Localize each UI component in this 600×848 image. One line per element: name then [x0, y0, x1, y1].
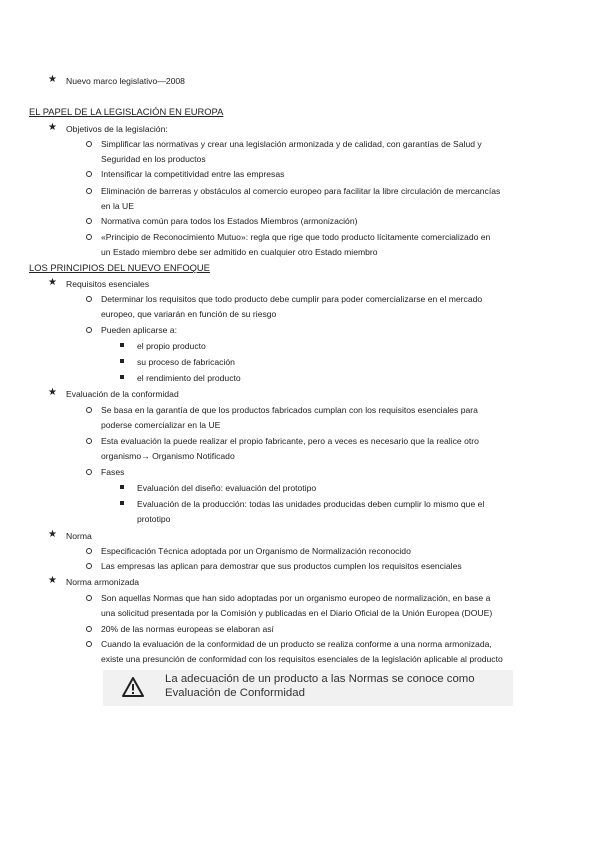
- list-item: Cuando la evaluación de la conformidad de un producto se realiza conforme a una norma armonizada,: [101, 639, 492, 649]
- list-item: Evaluación de la producción: todas las unidades producidas deben cumplir lo mismo que el: [137, 499, 485, 509]
- requisitos-item: Requisitos esenciales: [66, 279, 150, 289]
- list-item-continuation: organismo→ Organismo Notificado: [101, 451, 235, 461]
- list-item: el rendimiento del producto: [137, 373, 241, 383]
- star-bullet-icon: ★: [48, 529, 57, 540]
- star-bullet-icon: ★: [48, 122, 57, 133]
- circle-bullet-icon: [86, 218, 92, 224]
- list-item: Evaluación del diseño: evaluación del prototipo: [137, 483, 317, 493]
- circle-bullet-icon: [86, 595, 92, 601]
- warning-icon: [121, 676, 145, 703]
- star-bullet-icon: ★: [48, 575, 57, 586]
- star-bullet-icon: ★: [48, 74, 57, 85]
- list-item: Determinar los requisitos que todo producto debe cumplir para poder comercializarse en el mercado: [101, 294, 483, 304]
- list-item: «Principio de Reconocimiento Mutuo»: regla que rige que todo producto lícitamente comercializado en: [101, 232, 491, 242]
- square-bullet-icon: [120, 375, 124, 379]
- norma-item: Norma: [66, 531, 92, 541]
- list-item: Simplificar las normativas y crear una legislación armonizada y de calidad, con garantías de Salud y: [101, 139, 482, 149]
- list-item-continuation: prototipo: [137, 514, 171, 524]
- list-item: Pueden aplicarse a:: [101, 325, 177, 335]
- list-item: 20% de las normas europeas se elaboran así: [101, 624, 274, 634]
- callout-text-line: La adecuación de un producto a las Normas se conoce como: [165, 673, 475, 685]
- list-item-continuation: una solicitud presentada por la Comisión y publicadas en el Diario Oficial de la Unión Europea (DOUE): [101, 608, 493, 618]
- square-bullet-icon: [120, 359, 124, 363]
- list-item-continuation: europeo, que variarán en función de su riesgo: [101, 309, 277, 319]
- circle-bullet-icon: [86, 548, 92, 554]
- section-heading-legislacion: EL PAPEL DE LA LEGISLACIÓN EN EUROPA: [29, 106, 224, 117]
- circle-bullet-icon: [86, 234, 92, 240]
- list-item: Normativa común para todos los Estados Miembros (armonización): [101, 216, 358, 226]
- circle-bullet-icon: [86, 188, 92, 194]
- circle-bullet-icon: [86, 641, 92, 647]
- circle-bullet-icon: [86, 141, 92, 147]
- circle-bullet-icon: [86, 327, 92, 333]
- callout-note: [103, 670, 513, 706]
- list-item: Intensificar la competitividad entre las empresas: [101, 169, 285, 179]
- objetivos-item: Objetivos de la legislación:: [66, 124, 168, 134]
- square-bullet-icon: [120, 485, 124, 489]
- circle-bullet-icon: [86, 296, 92, 302]
- star-bullet-icon: ★: [48, 387, 57, 398]
- list-item: su proceso de fabricación: [137, 357, 235, 367]
- list-item-continuation: un Estado miembro debe ser admitido en cualquier otro Estado miembro: [101, 247, 378, 257]
- circle-bullet-icon: [86, 171, 92, 177]
- list-item: Eliminación de barreras y obstáculos al comercio europeo para facilitar la libre circulación de mercancías: [101, 186, 501, 196]
- list-item-continuation: existe una presunción de conformidad con los requisitos esenciales de la legislación aplicable al producto: [101, 654, 503, 664]
- list-item-continuation: poderse comercializar en la UE: [101, 420, 221, 430]
- circle-bullet-icon: [86, 469, 92, 475]
- list-item: Las empresas las aplican para demostrar que sus productos cumplen los requisitos esenciales: [101, 561, 462, 571]
- list-item: el propio producto: [137, 341, 206, 351]
- list-item: Fases: [101, 467, 125, 477]
- list-item-continuation: en la UE: [101, 201, 134, 211]
- section-heading-principios: LOS PRINCIPIOS DEL NUEVO ENFOQUE: [29, 262, 210, 273]
- square-bullet-icon: [120, 343, 124, 347]
- intro-item: Nuevo marco legislativo—2008: [66, 76, 185, 86]
- callout-text-line: Evaluación de Conformidad: [165, 687, 305, 699]
- star-bullet-icon: ★: [48, 277, 57, 288]
- list-item-continuation: Seguridad en los productos: [101, 154, 206, 164]
- circle-bullet-icon: [86, 626, 92, 632]
- list-item: Son aquellas Normas que han sido adoptadas por un organismo europeo de normalización, en base a: [101, 593, 491, 603]
- list-item: Se basa en la garantía de que los productos fabricados cumplan con los requisitos esenciales para: [101, 405, 478, 415]
- evaluacion-item: Evaluación de la conformidad: [66, 389, 179, 399]
- circle-bullet-icon: [86, 563, 92, 569]
- norma-armonizada-item: Norma armonizada: [66, 577, 140, 587]
- circle-bullet-icon: [86, 438, 92, 444]
- circle-bullet-icon: [86, 407, 92, 413]
- square-bullet-icon: [120, 501, 124, 505]
- list-item: Esta evaluación la puede realizar el propio fabricante, pero a veces es necesario que la realice otro: [101, 436, 479, 446]
- list-item: Especificación Técnica adoptada por un Organismo de Normalización reconocido: [101, 546, 411, 556]
